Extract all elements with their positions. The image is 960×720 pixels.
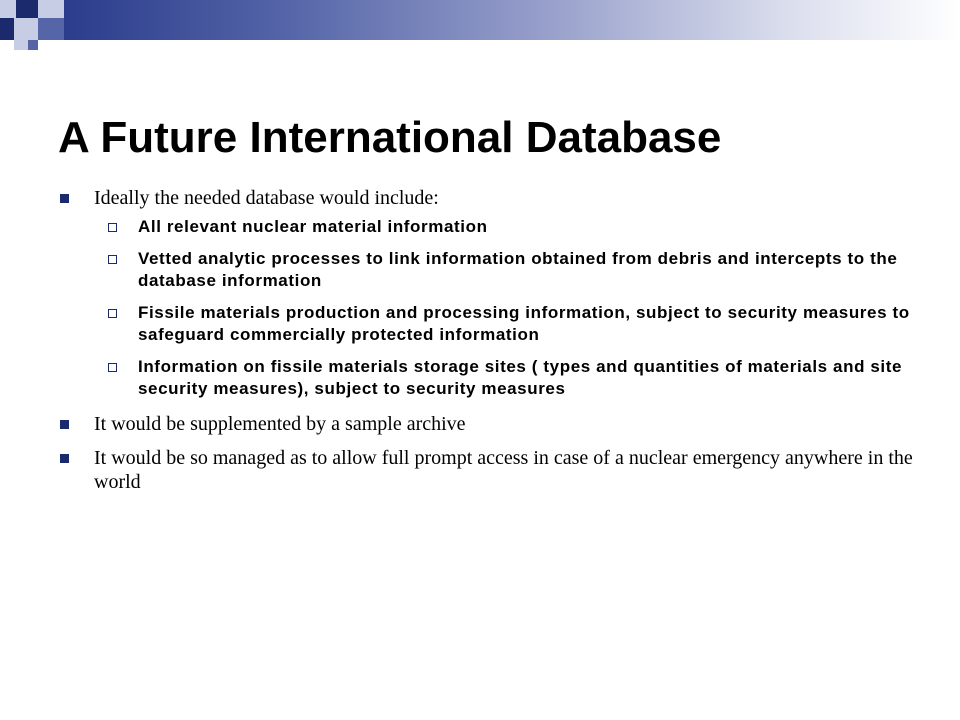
decor-square-mid bbox=[38, 18, 64, 40]
header-decoration bbox=[0, 0, 960, 50]
square-bullet-icon bbox=[60, 454, 69, 463]
bullet-item bbox=[60, 446, 920, 494]
decor-square-light bbox=[14, 40, 28, 50]
hollow-square-bullet-icon bbox=[108, 255, 117, 264]
slide-title: A Future International Database bbox=[58, 113, 722, 162]
slide-body bbox=[60, 186, 920, 494]
bullet-item bbox=[60, 186, 920, 210]
hollow-square-bullet-icon bbox=[108, 309, 117, 318]
decor-square-dark bbox=[16, 0, 38, 18]
bullet-item bbox=[60, 412, 920, 436]
decor-square-light bbox=[14, 18, 38, 40]
sub-bullet-list bbox=[60, 216, 920, 400]
header-gradient-bar bbox=[64, 0, 960, 40]
hollow-square-bullet-icon bbox=[108, 223, 117, 232]
sub-bullet-text: Information on fissile materials storage sites ( types and quantities of materials and site security measures), subject to security measures bbox=[138, 357, 903, 398]
sub-bullet-item bbox=[60, 248, 920, 292]
hollow-square-bullet-icon bbox=[108, 363, 117, 372]
square-bullet-icon bbox=[60, 420, 69, 429]
decor-square-light bbox=[38, 0, 64, 18]
sub-bullet-text: Vetted analytic processes to link information obtained from debris and intercepts to the database information bbox=[138, 249, 898, 290]
sub-bullet-text: All relevant nuclear material information bbox=[138, 217, 488, 236]
decor-square-mid bbox=[28, 40, 38, 50]
decor-square-light bbox=[0, 0, 16, 18]
bullet-text: It would be so managed as to allow full prompt access in case of a nuclear emergency anywhere in the world bbox=[94, 447, 913, 493]
sub-bullet-text: Fissile materials production and processing information, subject to security measures to safeguard commercially protected information bbox=[138, 303, 910, 344]
sub-bullet-item bbox=[60, 356, 920, 400]
bullet-text: Ideally the needed database would include: bbox=[94, 187, 439, 209]
sub-bullet-item bbox=[60, 216, 920, 238]
square-bullet-icon bbox=[60, 194, 69, 203]
sub-bullet-item bbox=[60, 302, 920, 346]
bullet-text: It would be supplemented by a sample archive bbox=[94, 413, 466, 435]
decor-square-dark bbox=[0, 18, 14, 40]
